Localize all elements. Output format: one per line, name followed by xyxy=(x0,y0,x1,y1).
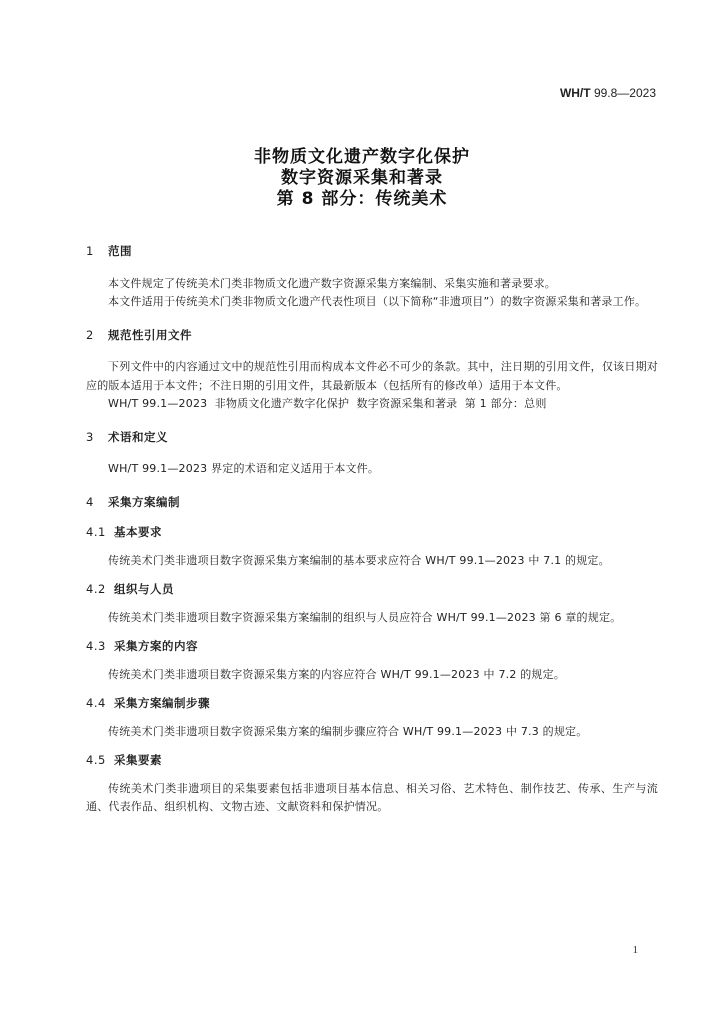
subsection-title: 采集方案的内容 xyxy=(114,639,198,653)
subsection-4-2-heading xyxy=(86,580,658,599)
subsection-4-1-heading xyxy=(86,523,658,542)
paragraph: 传统美术门类非遗项目的采集要素包括非遗项目基本信息、相关习俗、艺术特色、制作技艺、传承、生产与流通、代表作品、组织机构、文物古迹、文献资料和保护情况。 xyxy=(86,781,658,813)
subsection-title: 组织与人员 xyxy=(114,582,174,596)
section-title: 术语和定义 xyxy=(108,429,168,444)
section-1-heading xyxy=(86,242,658,261)
standard-code xyxy=(560,86,656,100)
subsection-number: 4.1 xyxy=(86,525,106,539)
standard-code-prefix: WH/T xyxy=(559,86,591,100)
subsection-title: 采集要素 xyxy=(114,753,162,767)
subsection-number: 4.2 xyxy=(86,582,106,596)
document-body xyxy=(86,242,658,817)
section-2-heading xyxy=(86,326,658,345)
paragraph: 本文件适用于传统美术门类非物质文化遗产代表性项目（以下简称“非遗项目”）的数字资源采集和著录工作。 xyxy=(108,295,647,308)
paragraph: 传统美术门类非遗项目数字资源采集方案编制的组织与人员应符合 WH/T 99.1—2023 第 6 章的规定。 xyxy=(108,610,622,624)
paragraph: 传统美术门类非遗项目数字资源采集方案编制的基本要求应符合 WH/T 99.1—2023 中 7.1 的规定。 xyxy=(108,553,610,567)
page-number: 1 xyxy=(632,944,638,956)
subsection-number: 4.3 xyxy=(86,639,106,653)
paragraph: WH/T 99.1—2023 界定的术语和定义适用于本文件。 xyxy=(108,462,380,475)
title-line-3: 第 8 部分：传统美术 xyxy=(276,189,448,209)
subsection-title: 基本要求 xyxy=(114,525,162,539)
section-number: 1 xyxy=(86,244,94,258)
section-title: 范围 xyxy=(108,244,132,258)
subsection-number: 4.5 xyxy=(86,753,106,767)
paragraph: 下列文件中的内容通过文中的规范性引用而构成本文件必不可少的条款。其中，注日期的引用文件，仅该日期对应的版本适用于本文件；不注日期的引用文件，其最新版本（包括所有的修改单）适用于本文件。 xyxy=(86,360,658,392)
section-number: 4 xyxy=(86,494,94,509)
subsection-4-5-heading xyxy=(86,751,658,770)
subsection-4-3-heading xyxy=(86,637,658,656)
subsection-title: 采集方案编制步骤 xyxy=(114,696,210,710)
title-line-1: 非物质文化遗产数字化保护 xyxy=(254,147,470,167)
document-title xyxy=(0,147,724,210)
paragraph: 传统美术门类非遗项目数字资源采集方案的编制步骤应符合 WH/T 99.1—2023 中 7.3 的规定。 xyxy=(108,724,588,738)
section-number: 2 xyxy=(86,327,94,342)
paragraph: 传统美术门类非遗项目数字资源采集方案的内容应符合 WH/T 99.1—2023 中 7.2 的规定。 xyxy=(108,667,566,681)
normative-reference: WH/T 99.1—2023 非物质文化遗产数字化保护 数字资源采集和著录 第 1 部分：总则 xyxy=(108,397,547,410)
standard-code-number: 99.8—2023 xyxy=(593,86,656,100)
section-number: 3 xyxy=(86,429,94,444)
section-title: 采集方案编制 xyxy=(108,494,180,509)
title-line-2: 数字资源采集和著录 xyxy=(281,168,443,188)
subsection-number: 4.4 xyxy=(86,696,106,710)
paragraph: 本文件规定了传统美术门类非物质文化遗产数字资源采集方案编制、采集实施和著录要求。 xyxy=(108,276,556,290)
section-4-heading xyxy=(86,493,658,512)
subsection-4-4-heading xyxy=(86,694,658,713)
section-3-heading xyxy=(86,428,658,447)
section-title: 规范性引用文件 xyxy=(108,327,192,342)
